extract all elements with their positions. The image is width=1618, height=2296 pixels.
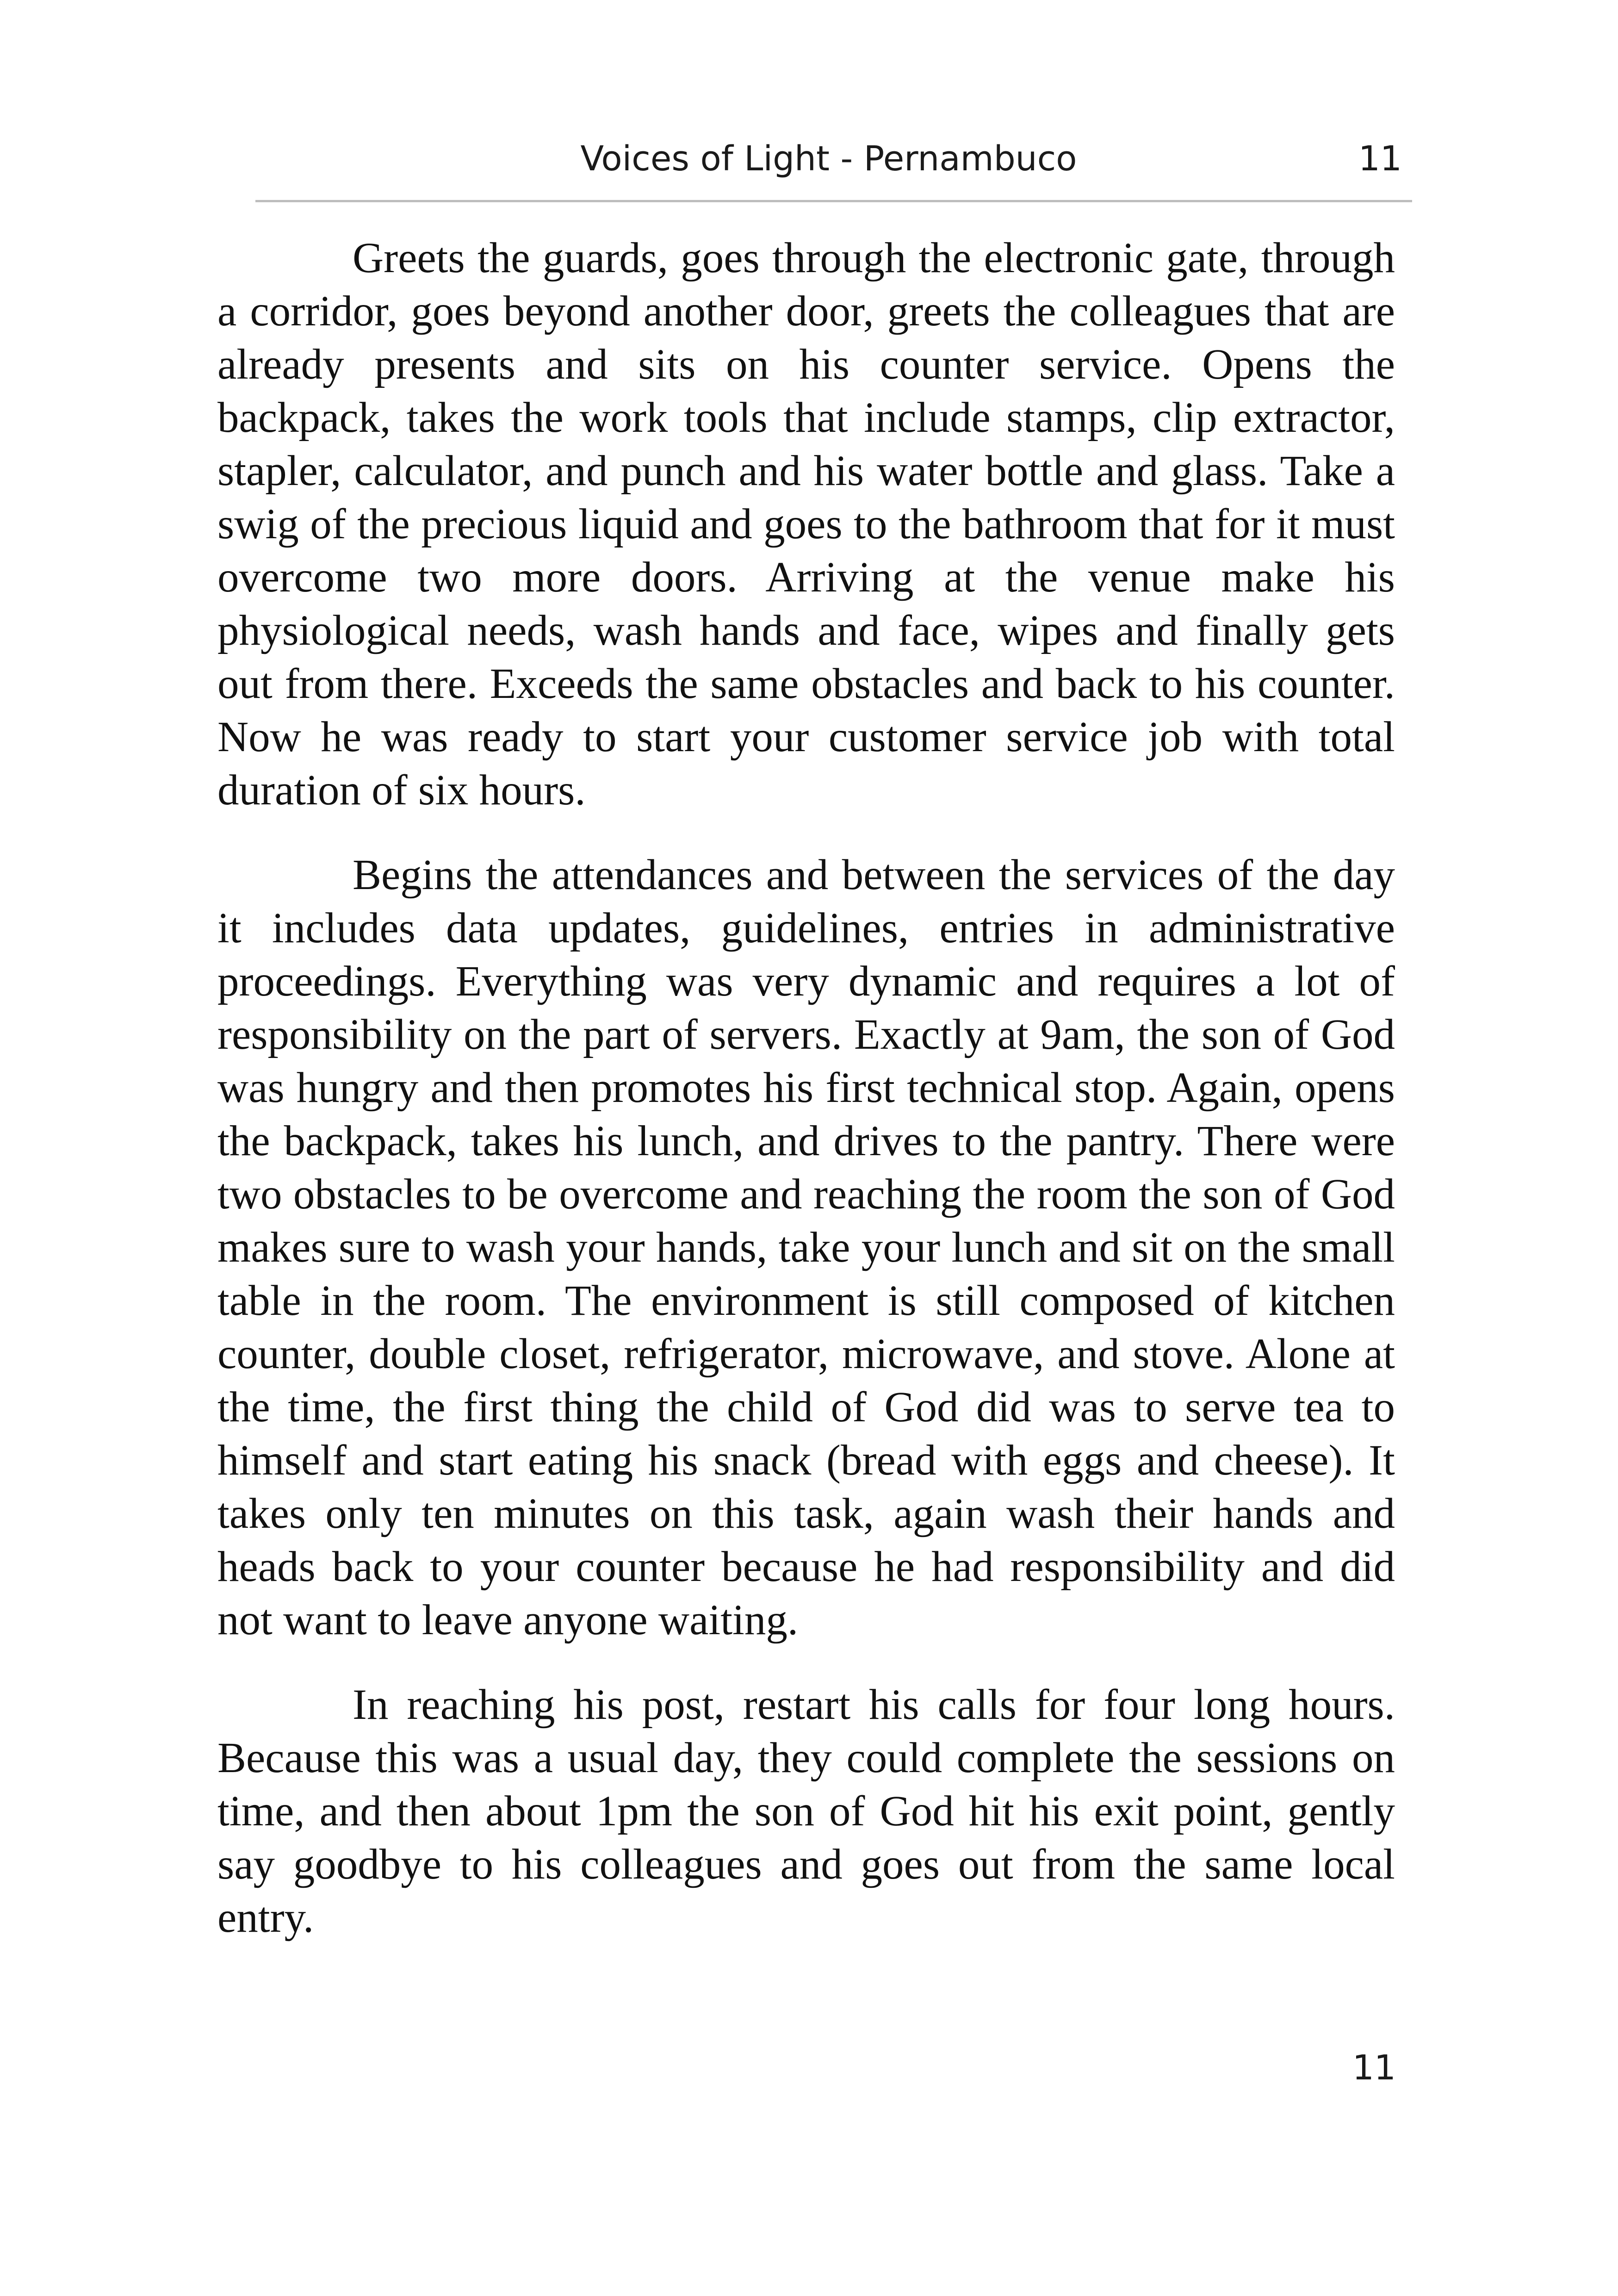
header-divider xyxy=(255,200,1412,202)
paragraph-2: Begins the attendances and between the services of the day it includes data updates, guidelines, entries in administrative proceedings. Everything was very dynamic and requires a lot of responsibility on the part of servers. Exactly at 9am, the son of God was hungry and then promotes his first technical stop. Again, opens the backpack, takes his lunch, and drives to the pantry. There were two obstacles to be overcome and reaching the room the son of God makes sure to wash your hands, take your lunch and sit on the small table in the room. The environment is still composed of kitchen counter, double closet, refrigerator, microwave, and stove. Alone at the time, the first thing the child of God did was to serve tea to himself and start eating his snack (bread with eggs and cheese). It takes only ten minutes on this task, again wash their hands and heads back to your counter because he had responsibility and did not want to leave anyone waiting. xyxy=(217,851,1395,1644)
body-text xyxy=(217,231,1395,1976)
header-title: Voices of Light - Pernambuco xyxy=(580,139,1077,179)
paragraph-3: In reaching his post, restart his calls for four long hours. Because this was a usual day, they could complete the sessions on time, and then about 1pm the son of God hit his exit point, gently say goodbye to his colleagues and goes out from the same local entry. xyxy=(217,1681,1395,1941)
header-page-number: 11 xyxy=(1358,139,1402,179)
paragraph-1: Greets the guards, goes through the electronic gate, through a corridor, goes beyond another door, greets the colleagues that are already presents and sits on his counter service. Opens the backpack, takes the work tools that include stamps, clip extractor, stapler, calculator, and punch and his water bottle and glass. Take a swig of the precious liquid and goes to the bathroom that for it must overcome two more doors. Arriving at the venue make his physiological needs, wash hands and face, wipes and finally gets out from there. Exceeds the same obstacles and back to his counter. Now he was ready to start your customer service job with total duration of six hours. xyxy=(217,234,1395,814)
footer-page-number: 11 xyxy=(1352,2048,1396,2088)
running-header xyxy=(255,130,1402,199)
